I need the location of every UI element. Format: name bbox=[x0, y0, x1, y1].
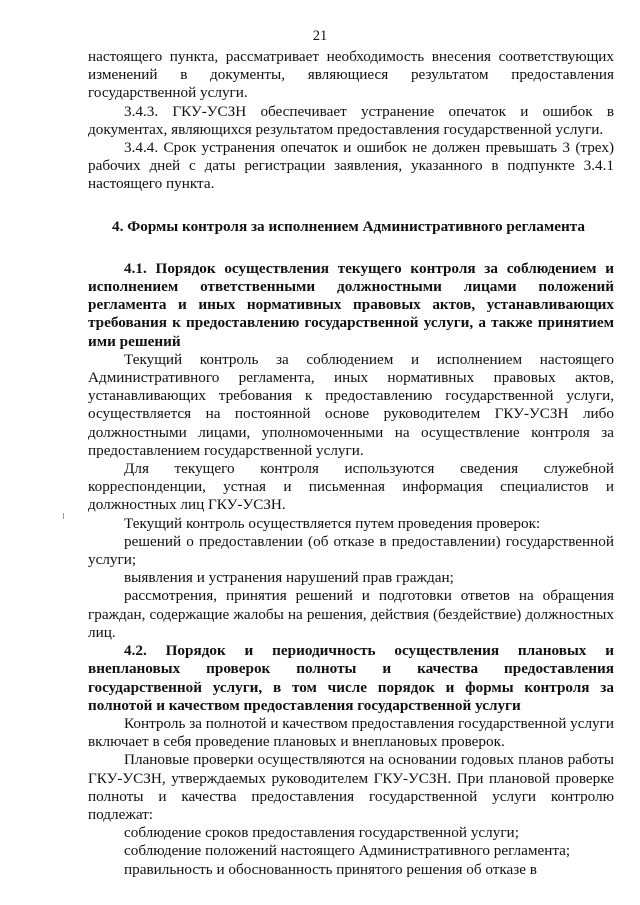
section-heading-4: 4. Формы контроля за исполнением Административного регламента bbox=[112, 217, 585, 235]
list-item-refusal-validity: правильность и обоснованность принятого решения об отказе в bbox=[124, 860, 537, 878]
paragraph-continuation: настоящего пункта, рассматривает необходимость внесения соответствующих изменений в документы, являющиеся результатом предоставления государственной услуги. bbox=[88, 48, 614, 102]
subsection-heading-4-2: 4.2. Порядок и периодичность осуществления плановых и внеплановых проверок полноты и качества предоставления государственной услуги, в том числе порядок и формы контроля за полнотой и качеством предоставления государственной услуги bbox=[88, 642, 614, 714]
page-number: 21 bbox=[312, 28, 328, 44]
paragraph-planned-checks: Плановые проверки осуществляются на основании годовых планов работы ГКУ-УСЗН, утверждаемых руководителем ГКУ-УСЗН. При плановой проверке полноты и качества предоставления государственной услуги контролю подлежат: bbox=[88, 751, 614, 823]
subsection-heading-4-1: 4.1. Порядок осуществления текущего контроля за соблюдением и исполнением ответственными должностными лицами положений регламента и иных нормативных правовых актов, устанавливающих требования к предоставлению государственной услуги, а также принятием ими решений bbox=[88, 259, 614, 350]
paragraph-3-4-4: 3.4.4. Срок устранения опечаток и ошибок не должен превышать 3 (трех) рабочих дней с даты регистрации заявления, указанного в подпункте 3.4.1 настоящего пункта. bbox=[88, 139, 614, 193]
list-item-regulation-compliance: соблюдение положений настоящего Административного регламента; bbox=[124, 842, 571, 860]
paragraph-3-4-3: 3.4.3. ГКУ-УСЗН обеспечивает устранение опечаток и ошибок в документах, являющихся результатом предоставления государственной услуги. bbox=[88, 102, 614, 138]
paragraph-checks-intro: Текущий контроль осуществляется путем проведения проверок: bbox=[124, 514, 541, 532]
list-item-deadlines: соблюдение сроков предоставления государственной услуги; bbox=[124, 824, 519, 842]
document-body bbox=[88, 48, 614, 879]
paragraph-control-sources: Для текущего контроля используются сведения служебной корреспонденции, устная и письменная информация специалистов и должностных лиц ГКУ-УСЗН. bbox=[88, 460, 614, 514]
list-item-violations: выявления и устранения нарушений прав граждан; bbox=[124, 569, 454, 587]
scan-artifact-mark bbox=[63, 513, 64, 519]
paragraph-quality-control: Контроль за полнотой и качеством предоставления государственной услуги включает в себя проведение плановых и внеплановых проверок. bbox=[88, 714, 614, 751]
list-item-appeals: рассмотрения, принятия решений и подготовки ответов на обращения граждан, содержащие жалобы на решения, действия (бездействие) должностных лиц. bbox=[88, 587, 614, 641]
paragraph-current-control: Текущий контроль за соблюдением и исполнением настоящего Административного регламента, иных нормативных правовых актов, устанавливающих требования к предоставлению государственной услуги, осуществляется на постоянной основе руководителем ГКУ-УСЗН либо должностными лицами, уполномоченными на осуществление контроля за предоставлением государственной услуги. bbox=[88, 350, 614, 459]
list-item-decisions: решений о предоставлении (об отказе в предоставлении) государственной услуги; bbox=[88, 532, 614, 569]
